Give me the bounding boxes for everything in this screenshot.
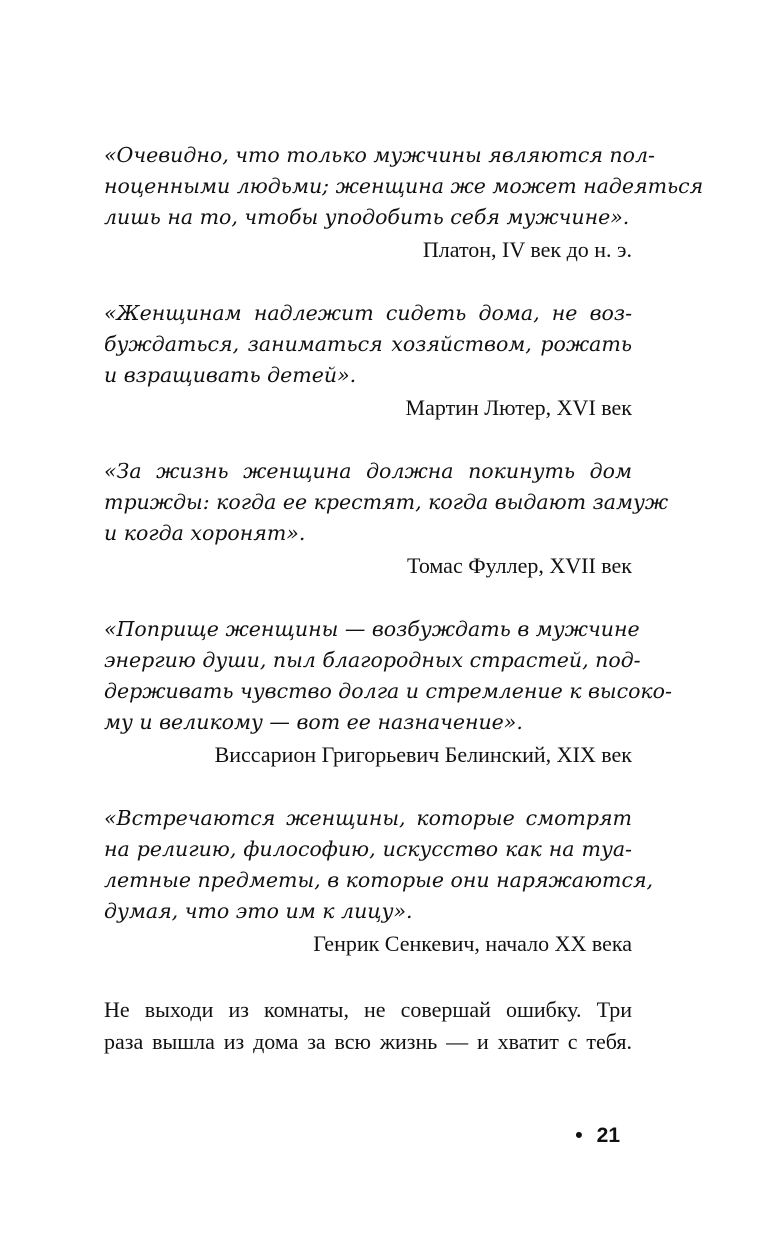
quote-line: «Поприще женщины — возбуждать в мужчине — [104, 617, 640, 641]
quote-line: и когда хоронят». — [104, 521, 306, 545]
quote-line: на религию, философию, искусство как на туа- — [104, 837, 632, 861]
quote-line: му и великому — вот ее назначение». — [104, 710, 523, 734]
closing-paragraph — [104, 994, 632, 1058]
quote-author: Генрик Сенкевич, начало XX века — [313, 931, 632, 956]
quote-line: лишь на то, чтобы уподобить себя мужчине». — [104, 205, 630, 229]
quote-block — [104, 456, 669, 549]
quote-block — [104, 803, 654, 927]
quote-author: Томас Фуллер, XVII век — [407, 553, 632, 578]
quote-block — [104, 298, 632, 391]
quote-line: ноценными людьми; женщина же может надеяться — [104, 174, 704, 198]
quote-line: думая, что это им к лицу». — [104, 899, 413, 923]
page-number-footer — [575, 1124, 620, 1148]
quote-author: Платон, IV век до н. э. — [422, 237, 632, 262]
quote-block — [104, 614, 672, 738]
quote-line: «Встречаются женщины, которые смотрят — [104, 806, 632, 830]
quote-line: летные предметы, в которые они наряжаются, — [104, 868, 654, 892]
quote-line: энергию души, пыл благородных страстей, под- — [104, 648, 641, 672]
quote-line: держивать чувство долга и стремление к высоко- — [104, 679, 672, 703]
page-number: 21 — [596, 1124, 620, 1147]
quote-line: и взращивать детей». — [104, 363, 357, 387]
quote-block — [104, 140, 704, 233]
quote-author: Мартин Лютер, XVI век — [405, 395, 632, 420]
paragraph-line: Не выходи из комнаты, не совершай ошибку. Три — [104, 997, 632, 1022]
quote-line: буждаться, заниматься хозяйством, рожать — [104, 332, 632, 356]
quote-line: «Очевидно, что только мужчины являются пол- — [104, 143, 655, 167]
paragraph-line: раза вышла из дома за всю жизнь — и хватит с тебя. — [104, 1029, 632, 1054]
bullet-icon: • — [575, 1124, 583, 1147]
quote-author: Виссарион Григорьевич Белинский, XIX век — [214, 742, 632, 767]
quote-line: «Женщинам надлежит сидеть дома, не воз- — [104, 301, 632, 325]
quote-line: «За жизнь женщина должна покинуть дом — [104, 459, 632, 483]
quote-line: трижды: когда ее крестят, когда выдают замуж — [104, 490, 669, 514]
